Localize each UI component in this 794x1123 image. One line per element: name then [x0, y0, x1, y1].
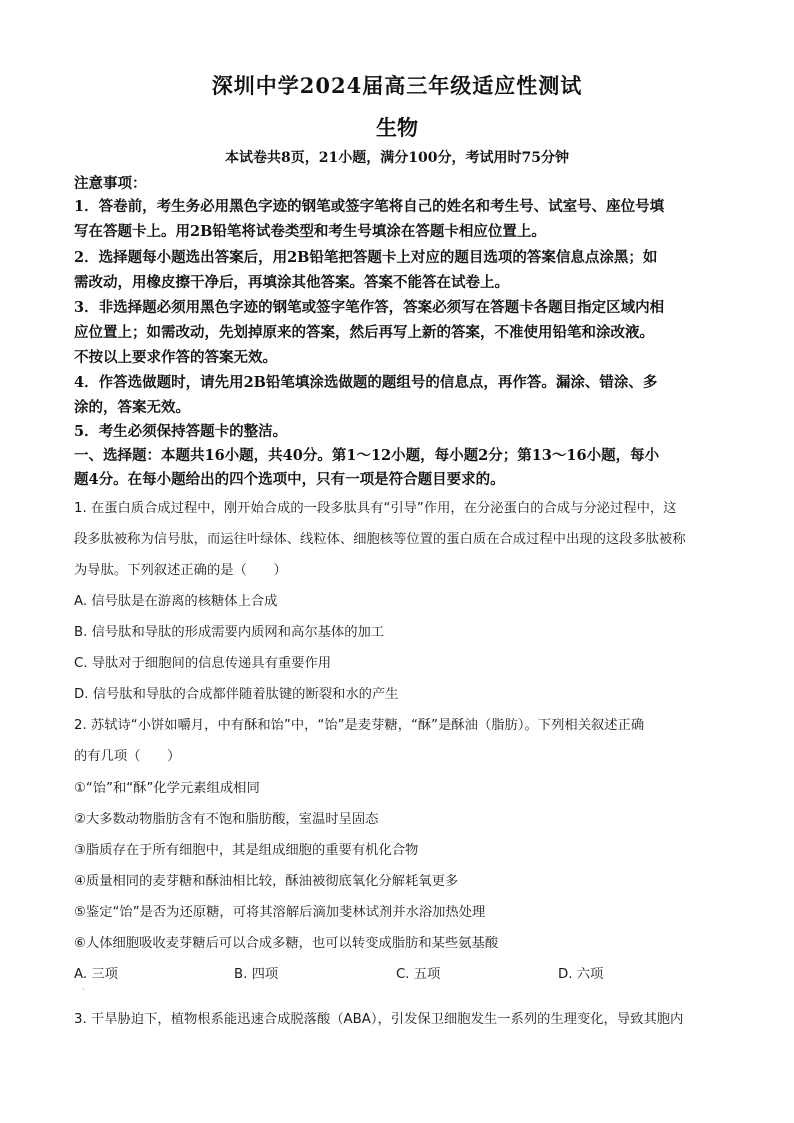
- q1-stem-line: 1. 在蛋白质合成过程中，刚开始合成的一段多肽具有“引导”作用，在分泌蛋白的合成与分泌过程中，这: [74, 501, 677, 516]
- q2-item: ①“饴”和“酥”化学元素组成相同: [74, 781, 260, 796]
- q2-choice-a: A. 三项: [74, 967, 118, 982]
- q1-stem-line: 为导肽。下列叙述正确的是（ ）: [74, 563, 287, 578]
- notes-line: 需改动，用橡皮擦干净后，再填涂其他答案。答案不能答在试卷上。: [74, 274, 509, 291]
- q2-stem-line: 的有几项（ ）: [74, 749, 181, 764]
- q2-stem-line: 2. 苏轼诗“小饼如嚼月，中有酥和饴”中，“饴”是麦芽糖，“酥”是酥油（脂肪）。下列相关叙述正确: [74, 718, 645, 733]
- notes-line: 应位置上；如需改动，先划掉原来的答案，然后再写上新的答案，不准使用铅笔和涂改液。: [74, 324, 654, 341]
- exam-title: 深圳中学2024届高三年级适应性测试: [211, 73, 583, 98]
- q2-item: ⑤鉴定“饴”是否为还原糖，可将其溶解后滴加斐林试剂并水浴加热处理: [74, 905, 486, 920]
- notes-line: 1．答卷前，考生务必用黑色字迹的钢笔或签字笔将自己的姓名和考生号、试室号、座位号填: [74, 198, 665, 215]
- q1-option-d: D. 信号肽和导肽的合成都伴随着肽键的断裂和水的产生: [74, 687, 399, 702]
- notes-line: 5．考生必须保持答题卡的整洁。: [74, 423, 288, 440]
- q2-choice-c: C. 五项: [396, 967, 441, 982]
- scan-dot-mark: ·: [82, 985, 85, 994]
- q1-stem-line: 段多肽被称为信号肽，而运往叶绿体、线粒体、细胞核等位置的蛋白质在合成过程中出现的这段多肽被称: [74, 532, 686, 547]
- notes-line: 涂的，答案无效。: [74, 399, 190, 416]
- subject-title: 生物: [376, 115, 418, 140]
- q1-option-a: A. 信号肽是在游离的核糖体上合成: [74, 594, 278, 609]
- exam-meta: 本试卷共8页，21小题，满分100分，考试用时75分钟: [225, 150, 569, 166]
- q2-choice-b: B. 四项: [234, 967, 279, 982]
- section-heading-line: 题4分。在每小题给出的四个选项中，只有一项是符合题目要求的。: [74, 471, 505, 488]
- q2-item: ②大多数动物脂肪含有不饱和脂肪酸，室温时呈固态: [74, 812, 379, 827]
- q3-stem-line: 3. 干旱胁迫下，植物根系能迅速合成脱落酸（ABA），引发保卫细胞发生一系列的生理变化，导致其胞内: [74, 1012, 684, 1027]
- q2-choice-d: D. 六项: [558, 967, 604, 982]
- q2-item: ③脂质存在于所有细胞中，其是组成细胞的重要有机化合物: [74, 843, 419, 858]
- q2-item: ④质量相同的麦芽糖和酥油相比较，酥油被彻底氧化分解耗氧更多: [74, 874, 459, 889]
- notes-line: 2．选择题每小题选出答案后，用2B铅笔把答题卡上对应的题目选项的答案信息点涂黑；如: [74, 249, 658, 266]
- section-heading-line: 一、选择题：本题共16小题，共40分。第1～12小题，每小题2分；第13～16小题，每小: [74, 447, 660, 464]
- q1-option-b: B. 信号肽和导肽的形成需要内质网和高尔基体的加工: [74, 625, 385, 640]
- notes-line: 不按以上要求作答的答案无效。: [74, 349, 277, 366]
- notes-heading: 注意事项：: [74, 175, 147, 192]
- q2-item: ⑥人体细胞吸收麦芽糖后可以合成多糖，也可以转变成脂肪和某些氨基酸: [74, 936, 499, 951]
- notes-line: 3．非选择题必须用黑色字迹的钢笔或签字笔作答，答案必须写在答题卡各题目指定区域内相: [74, 299, 665, 316]
- q1-option-c: C. 导肽对于细胞间的信息传递具有重要作用: [74, 656, 332, 671]
- notes-line: 4．作答选做题时，请先用2B铅笔填涂选做题的题组号的信息点，再作答。漏涂、错涂、多: [74, 374, 658, 391]
- notes-line: 写在答题卡上。用2B铅笔将试卷类型和考生号填涂在答题卡相应位置上。: [74, 223, 546, 240]
